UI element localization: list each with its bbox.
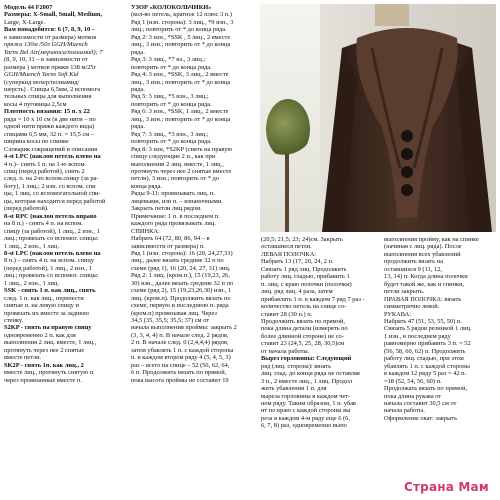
text-line: конца ряда. xyxy=(131,182,163,190)
text-line: Связать 5 рядов резинкой 1 лиц. xyxy=(384,325,472,333)
text-line: след. 1 п. как лиц., перенести xyxy=(4,294,84,302)
text-line: 13, 14) п. Когда длина полочки xyxy=(384,273,468,281)
text-line: ряда. xyxy=(131,123,145,131)
text-line: лиц., далее вязать средние 32 п по xyxy=(131,257,224,265)
text-line: провязать их вместе за заднюю xyxy=(4,309,89,317)
text-line: (начиная с лиц. ряда). После xyxy=(384,243,462,251)
text-line: размера ) мотков пряжи 138 м/25г xyxy=(4,63,97,71)
text-line: в каждом 12 ряду 5 раз = 42 п. xyxy=(384,370,467,378)
text-line: лиц., 3 изн.; повторить от * до конца xyxy=(131,41,231,49)
text-line: начала работы. xyxy=(384,407,425,415)
text-line: ставит 28 (30 п.) п. xyxy=(261,310,313,318)
text-line: Ряд 1 (изн. сторона): 3 лиц., *9 изн., 3 xyxy=(131,18,234,26)
text-line: реза в каждом 4-м ряду еще 6 (6, xyxy=(261,414,350,422)
text-line: оставшихся 9 (11, 12, xyxy=(384,265,442,273)
text-line: ряд (лиц. сторона): вязать xyxy=(261,362,331,370)
text-line: зависимости от размера) п. xyxy=(131,242,205,250)
text-line: Плотность вязания: 15 п. х 22 xyxy=(4,108,90,116)
text-line: 8-st RPC (наклон петель вправо xyxy=(4,212,97,220)
text-line: лиц. ряд лиц. 4 раза, затем xyxy=(261,288,333,296)
text-line: Модель 44 F2007 xyxy=(4,4,53,11)
text-line: (56, 58, 60, 62) п. Продолжить xyxy=(384,347,466,355)
text-line: 1 лиц., 2 изн., 1 лиц. xyxy=(4,279,59,287)
text-line: СПИНКА: xyxy=(131,227,160,235)
text-line: 2 п. В начале след. 0 (2,4,4,4) рядов, xyxy=(131,339,229,347)
text-line: Ряд 5: 3 лиц., *5 изн., 3 лиц.; xyxy=(131,93,209,101)
text-line: спицу следующие 2 п., как при xyxy=(131,153,216,161)
text-line: пока длина детали (измерять по xyxy=(261,325,348,333)
text-line: от начала работы. xyxy=(261,347,310,355)
text-line: Ряды 9-11: провязывать лиц. п. xyxy=(131,190,215,198)
text-line: (кол-во петель, кратное 12 плюс 3 п.) xyxy=(131,11,232,19)
text-line: работу лиц. гладью, прибавить 1 xyxy=(261,273,350,281)
text-line: ряда. xyxy=(131,85,145,93)
text-line: выполнении 2 лиц. вместе, 1 лиц., xyxy=(131,160,224,168)
text-line: лиц. глад. до конца ряда не оставляя xyxy=(261,370,360,378)
text-line: ном ряду. Таким образом, 1 п. убав xyxy=(261,399,356,407)
text-line: (20,5; 21,5; 23; 24)см. Закрыть xyxy=(261,236,343,243)
text-line: снятые п. на левую спицу и xyxy=(4,302,79,310)
text-line: 1 изн., в последнем ряду xyxy=(384,332,451,340)
text-line: оставшиеся петли. xyxy=(261,243,312,251)
text-line: Продолжить вязать по прямой, xyxy=(261,317,345,325)
text-line: SSK - снять 1 п. как лиц., снять xyxy=(4,287,96,295)
text-line: Ряд 4: 3 изн., *SSK, 3 лиц., 2 вместе xyxy=(131,71,229,79)
instructions-column-4 xyxy=(384,236,497,496)
plant-stem xyxy=(285,154,289,232)
text-line: Размеры: X-Small, Small, Medium, xyxy=(4,11,103,19)
text-line: п. в каждом втором ряду 4 (5, 4, 5, 3) xyxy=(131,354,231,362)
text-line: начала составит 30,5 см от xyxy=(384,399,457,407)
text-line: Набрать 47 (51, 53, 55, 50) п. xyxy=(384,317,462,325)
text-line: схеме (ряд 1), 16 (20, 24, 27, 31) лиц. xyxy=(131,264,231,272)
text-line: начала выполнения проймы: закрыть 2 xyxy=(131,324,237,332)
text-line: спицу (за работой), 1 лиц., 2 изн., 1 xyxy=(4,227,100,235)
watermark-logo: Страна Мам xyxy=(404,480,489,494)
text-line: Ряд 1 (изн. сторона): 16 (20, 24,27,31) xyxy=(131,249,233,257)
text-line: Набрать 64 (72, 80, 86, 94 – в xyxy=(131,235,210,243)
text-line: ПРАВАЯ ПОЛОЧКА: вязать xyxy=(384,295,462,303)
product-photo xyxy=(260,4,496,232)
text-line: =18 (52, 54, 56, 60) п. xyxy=(384,377,442,385)
text-line: Вам понадобится: 6 (7, 8, 9, 10 – xyxy=(4,26,95,34)
text-line: схеме (ряд 2), 15 (19,23,26,30) изн., 1 xyxy=(131,287,232,295)
text-line: ряда. xyxy=(131,48,145,56)
instructions-column-1 xyxy=(4,4,126,496)
text-line: Связать 1 ряд лиц. Продолжить xyxy=(261,265,347,273)
text-line: в зависимости от размера) мотков xyxy=(4,33,97,41)
text-line: 4-st LPC (наклон петель влево на xyxy=(4,153,101,161)
text-line: ставит 23 (24,5, 25, 28, 30,5)см xyxy=(261,340,345,348)
text-line: 4 п.)– снять 1 п. на 1-ю вспом. xyxy=(4,160,87,168)
text-line: SK2P - снять 1п. как лиц., 2 xyxy=(4,361,84,369)
text-line: пока длина рукава от xyxy=(384,392,442,400)
text-line: каждого ряда провязывать лиц. xyxy=(131,220,216,228)
text-line: лиц., 3 изн.; повторить от * до конца xyxy=(131,78,231,86)
text-line: симметрично левой. xyxy=(384,303,440,311)
text-line: цы, которая находится перед работой xyxy=(4,197,106,205)
text-line: лиц.; провязать со вспомог. спицы: xyxy=(4,235,99,243)
text-line: Ряд 7: 3 лиц., *3 изн., 3 лиц.; xyxy=(131,130,209,138)
text-line: шерсть) . Спицы 6,5мм, 2 вспомога xyxy=(4,85,100,93)
text-line: боту), 1 лиц.; 2 изн. со вспом. спи xyxy=(4,182,96,190)
text-line: равномерно прибавить 3 п. = 52 xyxy=(384,340,471,348)
button-2 xyxy=(401,148,413,160)
text-line: повторить от * до конца ряда. xyxy=(131,100,212,108)
text-line: одной нити пряжи каждого вида) xyxy=(4,123,95,131)
text-line: Продолжать вязать по прямой, xyxy=(384,385,468,393)
text-line: Вырез горловины: Следующий xyxy=(261,355,352,363)
text-line: спицами 6,5 мм, 32 п. = 15,5 см – xyxy=(4,130,95,138)
text-line: S2KP - снять на правую спицу xyxy=(4,324,92,332)
text-line: вместе лиц., протянуть снятую п. xyxy=(4,369,95,377)
button-4 xyxy=(401,184,413,196)
text-line: продолжить вязать на xyxy=(384,258,443,266)
text-line: РУКАВА: xyxy=(384,310,412,318)
instructions-column-2 xyxy=(131,4,256,496)
text-line: Ряд 2: 1 лиц. (кром.п.), 15 (19,23, 26, xyxy=(131,272,230,280)
text-line: GGH/Muench Yarns Soft Kid xyxy=(4,71,79,79)
text-line: косы 4 пуговицы 2,5см xyxy=(4,100,67,108)
text-line: повторить от * до конца ряда. xyxy=(131,63,212,71)
text-line: выполнения 2 лиц. вместе, 1 лиц., xyxy=(4,339,97,347)
text-line: пока высота проймы не составит 19 xyxy=(131,376,229,384)
text-line: Ряд 2: 3 изн., *SSK , 5 лиц., 2 вместе xyxy=(131,33,231,41)
text-line: петли), 3 изн.; повторить от * до xyxy=(131,175,219,183)
text-line: ряда = 10 х 10 см (в две нити – по xyxy=(4,115,96,123)
text-line: лиц. (кром.п). Продолжить вязать по xyxy=(131,294,231,302)
text-line: Ряд 8: 3 изн, *S2KP (снять на правую xyxy=(131,145,233,153)
text-line: лицевыми, изн п. – изнаночными. xyxy=(131,197,223,205)
text-line: схеме, первую и последнюю п. ряда xyxy=(131,302,229,310)
text-line: Ряд 6: 3 изн., *SSK, 1 лиц., 2 вместе xyxy=(131,108,229,116)
text-line: след. п. на 2-ю вспом.спицу (за ра- xyxy=(4,175,99,183)
text-line: протянуть через нее 2 снятые xyxy=(4,346,85,354)
text-line: лиц.; повторить от * до конца ряда. xyxy=(131,26,227,34)
text-line: 6 п. Продолжить вязать по прямой, xyxy=(131,369,227,377)
text-line: (перед работой), 1 лиц., 2 изн., 1 xyxy=(4,264,92,272)
text-line: (кром.п) провязывая лиц. Через xyxy=(131,309,217,317)
text-line: убавлять 1 п. с каждой стороны xyxy=(384,362,470,370)
text-line: 8 п.) – снять 4 п. на вспом. спицу xyxy=(4,257,94,265)
text-line: ширина косы по спинке xyxy=(4,138,69,146)
text-line: ит по краю с каждой стороны вы xyxy=(261,407,351,415)
text-line: стенку. xyxy=(4,317,24,325)
text-line: 30) изн., далее вязать средние 32 п по xyxy=(131,279,234,287)
text-line: спиц (перед работой), снять 2 xyxy=(4,167,85,175)
sweater-cardigan xyxy=(322,18,492,232)
text-line: выполнения пройму, как на спинке xyxy=(384,236,479,243)
text-line: одновременно 2 п. как для xyxy=(4,331,76,339)
text-line: Примечание: 1 п. в последнем п. xyxy=(131,212,220,220)
text-line: Словарик сокращений и описания xyxy=(4,145,98,153)
text-line: цы, 1 лиц. со вспомогательной спи- xyxy=(4,190,101,198)
text-line: вместе петли. xyxy=(4,354,42,362)
text-line: лиц.; провязать со вспомог. спицы: xyxy=(4,272,99,280)
text-line: через провязанные вместе п. xyxy=(4,376,82,384)
button-3 xyxy=(401,166,413,178)
button-1 xyxy=(401,130,413,142)
text-line: 1 лиц., 2 изн., 1 лиц. xyxy=(4,242,59,250)
text-line: работу лиц. гладью, при этом xyxy=(384,355,464,363)
text-line: на 8 п.) - снять 4 п. на вспом. xyxy=(4,220,83,228)
text-line: (суперкид мохер/полиамид/ xyxy=(4,78,80,86)
text-line: (3, 3, 4, 4) п. В начале след. 2 рядов, xyxy=(131,331,229,339)
text-line: Оформление окат: закрыть xyxy=(384,414,458,422)
text-line: затем убавлять 1 п. с каждой стороны xyxy=(131,346,234,354)
text-line: лиц., 3 изн.; повторить от * до конца xyxy=(131,115,231,123)
text-line: Large, X-Large. xyxy=(4,18,46,26)
plant-foliage xyxy=(266,99,310,159)
text-line: прибавлять 1 п. в каждом 7 ряд 7 раз - xyxy=(261,295,365,303)
text-line: УЗОР «КОЛОКОЛЬЧИКИ» xyxy=(131,4,212,11)
text-line: Закрыть петли лиц.рядом. xyxy=(131,205,202,213)
text-line: количество петель на спице со- xyxy=(261,303,347,311)
text-line: Yarns Bel Air(мериноса/полиамид); 7 xyxy=(4,48,103,56)
text-line: Набрать 13 (17, 20, 24, 2 п. xyxy=(261,258,334,266)
text-line: 3 п., 2 вместе лиц., 1 лиц. Продол xyxy=(261,377,353,385)
text-line: Ряд 3: 3 лиц., *7 из., 3 лиц.; xyxy=(131,56,206,64)
text-line: протянуть через нее 2 снятые вместе xyxy=(131,167,232,175)
text-line: 8-st LPC (наклон петель влево на xyxy=(4,249,101,257)
instructions-column-3 xyxy=(261,236,381,496)
text-line: раз – всего на спице – 52 (56, 62, 64, xyxy=(131,361,230,369)
text-line: пряжи 130м /50г GGH/Muench xyxy=(4,41,88,49)
text-line: п. лиц. с краю полочки (полочки) xyxy=(261,280,352,288)
text-line: выреза горловины в каждом чет- xyxy=(261,392,351,400)
text-line: будет такой же, как и спинки, xyxy=(384,280,465,288)
text-line: 6, 7, 8) раз, одновременно выпо xyxy=(261,422,347,430)
text-line: (перед работой). xyxy=(4,205,49,213)
text-line: выполнения всех убавлений xyxy=(384,250,461,258)
text-line: тельных спицы для выполнения xyxy=(4,93,92,101)
text-line: 34,5 (35, 35,5; 35,5; 37) см от xyxy=(131,317,210,325)
text-line: петли закрыть. xyxy=(384,288,425,296)
text-line: ЛЕВАЯ ПОЛОЧКА: xyxy=(261,250,317,258)
text-line: повторить от * до конца ряда. xyxy=(131,138,212,146)
text-line: (8, 9, 10, 11 – в зависимости от xyxy=(4,56,88,64)
text-line: более длинной стороне) не со- xyxy=(261,332,344,340)
text-line: жить убавления 1 п. для xyxy=(261,385,327,393)
